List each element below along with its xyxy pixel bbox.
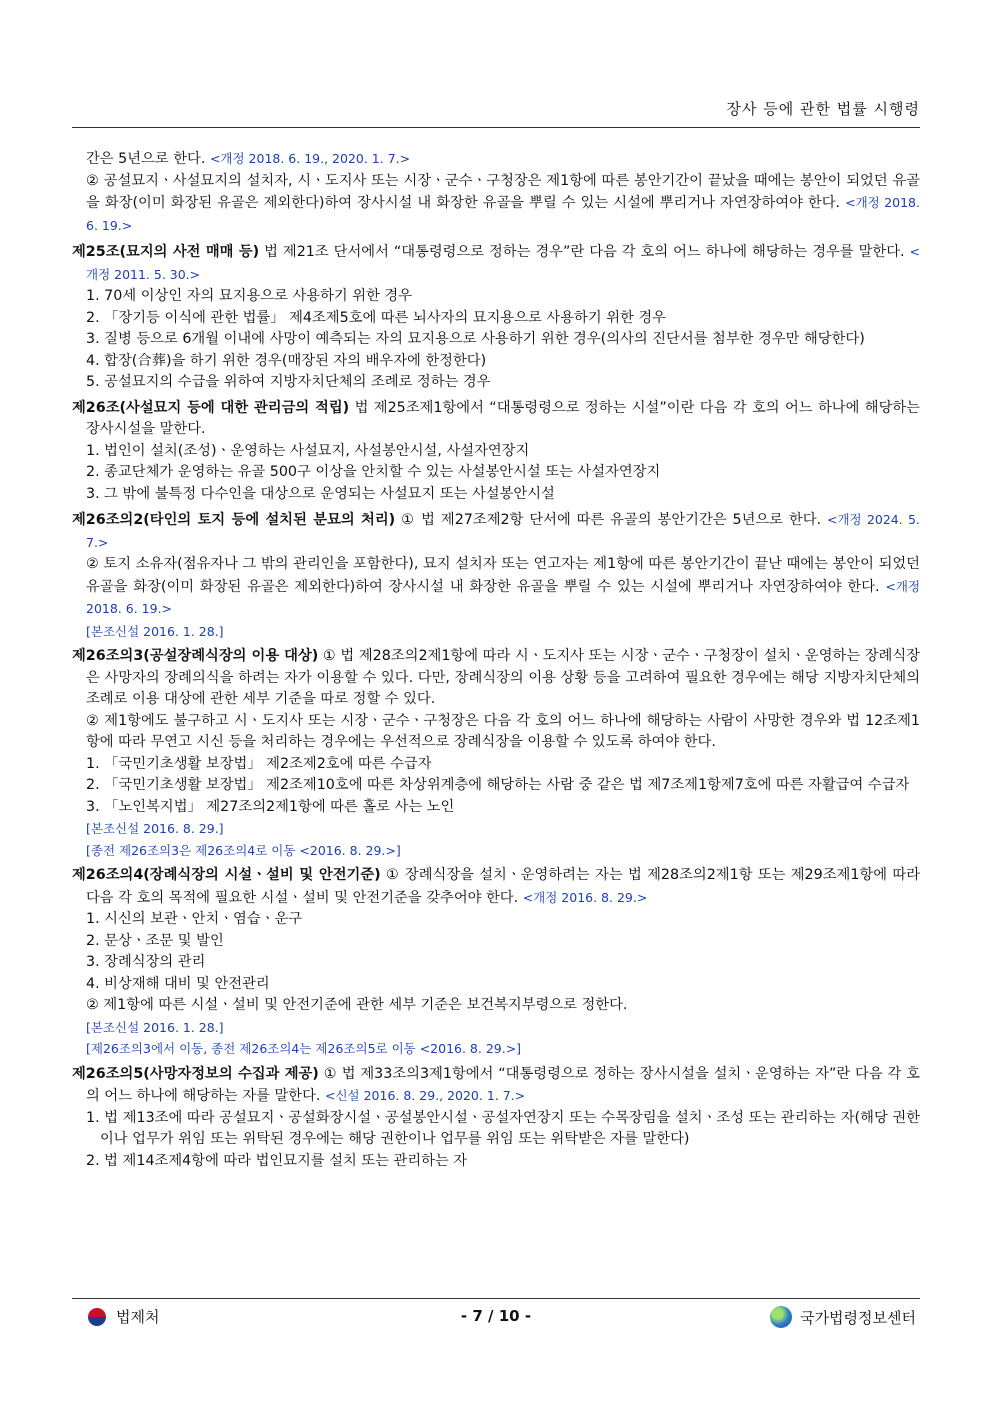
list-item: 2. 「국민기초생활 보장법」 제2조제10호에 따른 차상위계층에 해당하는 사람 중 같은 법 제7조제1항제7호에 따른 자활급여 수급자 — [86, 777, 910, 793]
list-item: 2. 문상ㆍ조문 및 발인 — [86, 932, 224, 949]
page-header-title: 장사 등에 관한 법률 시행령 — [726, 100, 920, 118]
list-item: 4. 합장(合葬)을 하기 위한 경우(매장된 자의 배우자에 한정한다) — [86, 352, 487, 369]
enactment-note: [본조신설 2016. 1. 28.] — [86, 1019, 224, 1035]
article-title: 제26조의4(장례식장의 시설ㆍ설비 및 안전기준) — [72, 867, 381, 883]
relocation-note: [종전 제26조의3은 제26조의4로 이동 <2016. 8. 29.>] — [86, 842, 401, 858]
list-item: 1. 법인이 설치(조성)ㆍ운영하는 사설묘지, 사설봉안시설, 사설자연장지 — [86, 442, 530, 459]
list-item: 1. 「국민기초생활 보장법」 제2조제2호에 따른 수급자 — [86, 755, 432, 772]
amendment-note: <개정 2018. 6. 19.> — [86, 578, 921, 616]
article-26-2 — [72, 509, 920, 554]
article-25 — [72, 241, 920, 286]
list-item: 3. 그 밖에 불특정 다수인을 대상으로 운영되는 사설묘지 또는 사설봉안시설 — [86, 485, 555, 502]
list-item: 4. 비상재해 대비 및 안전관리 — [86, 975, 270, 992]
relocation-note: [제26조의3에서 이동, 종전 제26조의4는 제26조의5로 이동 <2016. 8. 29.>] — [86, 1041, 522, 1056]
list-item: 5. 공설묘지의 수급을 위하여 지방자치단체의 조례로 정하는 경우 — [86, 374, 491, 390]
paragraph: ② 제1항에도 불구하고 시ㆍ도지사 또는 시장ㆍ군수ㆍ구청장은 다음 각 호의 어느 하나에 해당하는 사람이 사망한 경우와 법 12조제1항에 따라 무연고 시신 등을 처리하는 경우에는 우선적으로 장례식장을 이용할 수 있도록 하여야 한다. — [86, 712, 920, 750]
article-26-3 — [72, 646, 920, 711]
text: ① 법 제27조제2항 단서에 따른 유골의 봉안기간은 5년으로 한다. — [395, 512, 822, 528]
list-item: 2. 「장기등 이식에 관한 법률」 제4조제5호에 따른 뇌사자의 묘지용으로 사용하기 위한 경우 — [86, 309, 666, 326]
paragraph: ② 제1항에 따른 시설ㆍ설비 및 안전기준에 관한 세부 기준은 보건복지부령으로 정한다. — [86, 997, 628, 1013]
list-item: 2. 종교단체가 운영하는 유골 500구 이상을 안치할 수 있는 사설봉안시설 또는 사설자연장지 — [86, 464, 661, 480]
article-26 — [72, 398, 920, 441]
article-26-5 — [72, 1064, 920, 1108]
article-title: 제26조의5(사망자정보의 수집과 제공) — [72, 1065, 319, 1082]
list-item: 2. 법 제14조제4항에 따라 법인묘지를 설치 또는 관리하는 자 — [86, 1152, 468, 1169]
amendment-note: <개정 2018. 6. 19.> — [86, 195, 920, 233]
list-item: 3. 「노인복지법」 제27조의2제1항에 따른 홀로 사는 노인 — [86, 798, 455, 815]
list-item: 1. 법 제13조에 따라 공설묘지ㆍ공설화장시설ㆍ공설봉안시설ㆍ공설자연장지 또는 수목장림을 설치ㆍ조성 또는 관리하는 자(해당 권한이나 업무가 위임 또는 위탁된 경우에는 해당 권한이나 업무를 위임 또는 위탁받은 자를 말한다) — [86, 1109, 920, 1147]
document-body — [72, 148, 920, 1172]
enactment-note: [본조신설 2016. 8. 29.] — [86, 821, 224, 836]
footer-divider — [72, 1298, 920, 1299]
amendment-note: <개정 2016. 8. 29.> — [522, 889, 648, 905]
article-title: 제25조(묘지의 사전 매매 등) — [72, 244, 260, 260]
list-item: 3. 장례식장의 관리 — [86, 954, 206, 970]
article-26-4 — [72, 865, 920, 909]
text: 간은 5년으로 한다. — [86, 151, 206, 167]
text: ② 공설묘지ㆍ사설묘지의 설치자, 시ㆍ도지사 또는 시장ㆍ군수ㆍ구청장은 제1항에 따른 봉안기간이 끝났을 때에는 봉안이 되었던 유골을 화장(이미 화장된 유골은 제외한다)하여 장사시설 내 화장한 유골을 뿌릴 수 있는 시설에 뿌리거나 자연장하여야 한다. — [86, 172, 920, 211]
page-number: - 7 / 10 - — [460, 1307, 532, 1325]
amendment-note: <개정 2018. 6. 19., 2020. 1. 7.> — [209, 151, 411, 166]
text: 법 제21조 단서에서 “대통령령으로 정하는 경우”란 다음 각 호의 어느 하나에 해당하는 경우를 말한다. — [259, 244, 905, 260]
text: ① 법 제33조의3제1항에서 “대통령령으로 정하는 장사시설을 설치ㆍ운영하는 자”란 다음 각 호의 어느 하나에 해당하는 자를 말한다. — [86, 1065, 920, 1104]
text: ① 법 제28조의2제1항에 따라 시ㆍ도지사 또는 시장ㆍ군수ㆍ구청장이 설치ㆍ운영하는 장례식장은 사망자의 장례의식을 하려는 자가 이용할 수 있다. 다만, 장례식장의 이용 상황 등을 고려하여 필요한 경우에는 해당 지방자치단체의 조례로 이용 대상에 관한 세부 기준을 따로 정할 수 있다. — [86, 648, 920, 707]
footer-center-label: 국가법령정보센터 — [800, 1308, 916, 1327]
paragraph — [72, 554, 920, 621]
list-item: 1. 시신의 보관ㆍ안치ㆍ염습ㆍ운구 — [86, 911, 303, 927]
list-item: 1. 70세 이상인 자의 묘지용으로 사용하기 위한 경우 — [86, 288, 413, 304]
amendment-note: <신설 2016. 8. 29., 2020. 1. 7.> — [324, 1088, 526, 1103]
text: ② 토지 소유자(점유자나 그 밖의 관리인을 포함한다), 묘지 설치자 또는 연고자는 제1항에 따른 봉안기간이 끝난 때에는 봉안이 되었던 유골을 화장(이미 화장된 유골은 제외한다)하여 장사시설 내 화장한 유골을 뿌릴 수 있는 시설에 뿌리거나 자연장하여야 한다. — [86, 556, 920, 595]
amendment-note: <개정 2011. 5. 30.> — [86, 244, 920, 282]
header-divider — [72, 127, 920, 128]
footer-org-label: 법제처 — [116, 1308, 160, 1326]
article-title: 제26조(사설묘지 등에 대한 관리금의 적립) — [72, 399, 350, 416]
paragraph — [72, 171, 920, 238]
globe-logo-icon — [770, 1306, 792, 1328]
text: ① 장례식장을 설치ㆍ운영하려는 자는 법 제28조의2제1항 또는 제29조제1항에 따라 다음 각 호의 목적에 필요한 시설ㆍ설비 및 안전기준을 갖추어야 한다. — [86, 867, 921, 906]
footer-right — [770, 1306, 916, 1328]
text: 법 제25조제1항에서 “대통령령으로 정하는 시설”이란 다음 각 호의 어느 하나에 해당하는 장사시설을 말한다. — [86, 399, 920, 437]
article-title: 제26조의2(타인의 토지 등에 설치된 분묘의 처리) — [72, 512, 396, 528]
paragraph — [72, 148, 920, 171]
enactment-note: [본조신설 2016. 1. 28.] — [86, 623, 224, 639]
article-title: 제26조의3(공설장례식장의 이용 대상) — [72, 648, 319, 664]
list-item: 3. 질병 등으로 6개월 이내에 사망이 예측되는 자의 묘지용으로 사용하기 위한 경우(의사의 진단서를 첨부한 경우만 해당한다) — [86, 331, 865, 347]
amendment-note: <개정 2024. 5. 7.> — [86, 512, 920, 550]
